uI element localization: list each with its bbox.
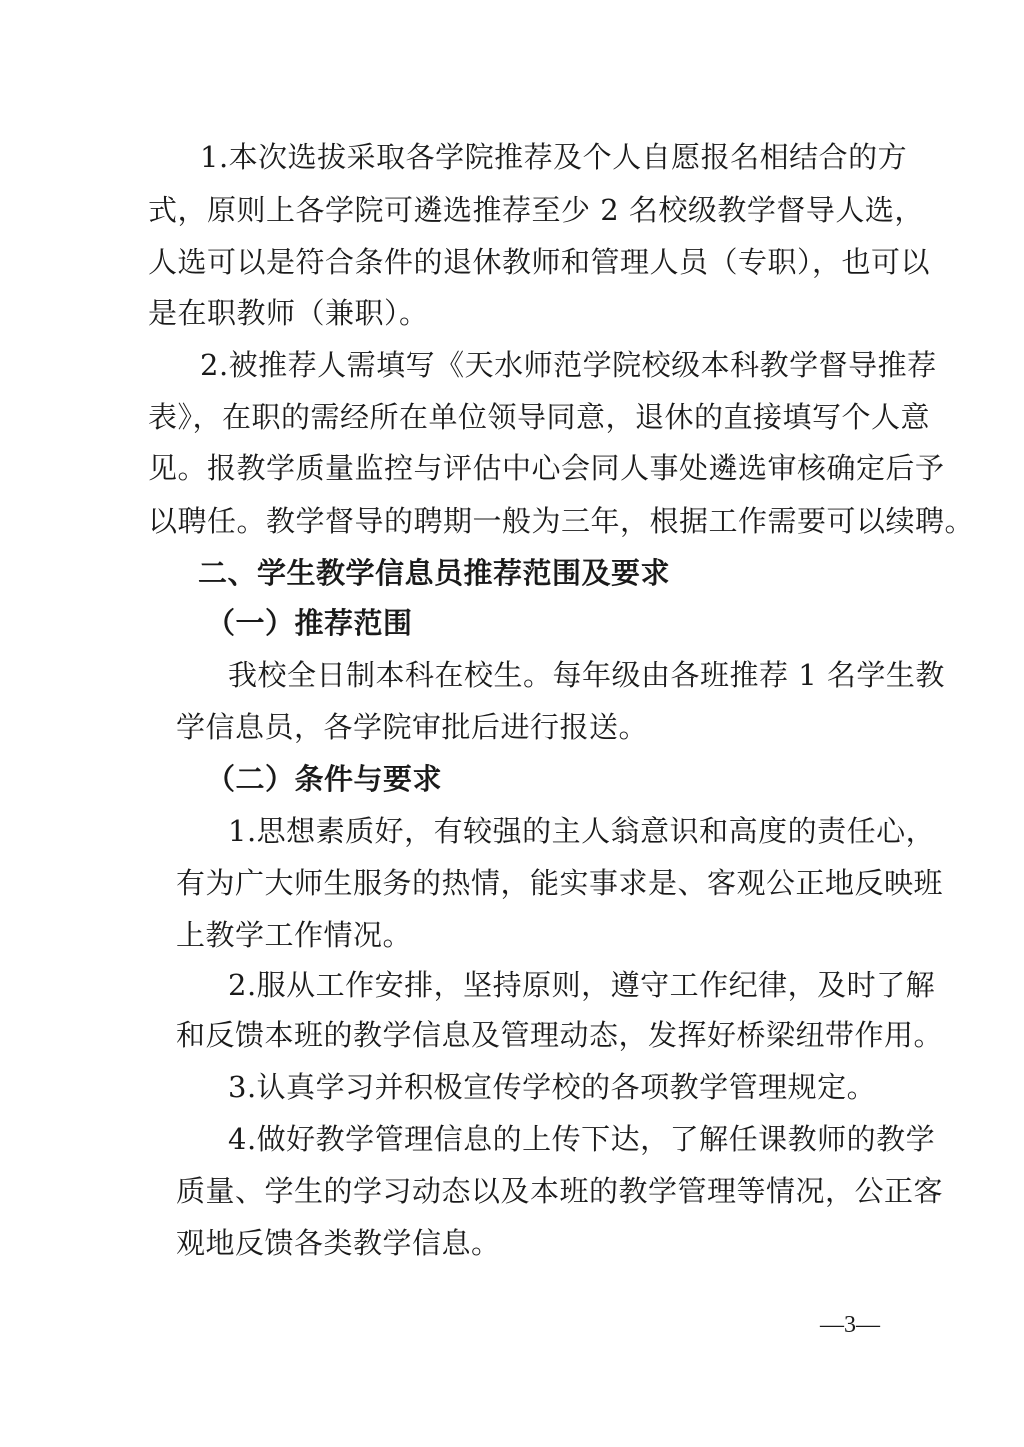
paragraph-line: 和反馈本班的教学信息及管理动态，发挥好桥梁纽带作用。 bbox=[176, 1018, 944, 1052]
page-number: —3— bbox=[820, 1312, 880, 1338]
paragraph-line: 2.服从工作安排，坚持原则，遵守工作纪律，及时了解 bbox=[228, 968, 936, 1002]
paragraph-line: 见。报教学质量监控与评估中心会同人事处遴选审核确定后予 bbox=[148, 451, 945, 485]
subsection-heading: （一）推荐范围 bbox=[206, 606, 413, 640]
paragraph-line: 学信息员，各学院审批后进行报送。 bbox=[176, 710, 649, 744]
paragraph-line: 有为广大师生服务的热情，能实事求是、客观公正地反映班 bbox=[176, 866, 944, 900]
paragraph-line: 观地反馈各类教学信息。 bbox=[176, 1226, 501, 1260]
paragraph-line: 是在职教师（兼职）。 bbox=[148, 296, 429, 330]
paragraph-line: 4.做好教学管理信息的上传下达，了解任课教师的教学 bbox=[228, 1122, 936, 1156]
paragraph-line: 2.被推荐人需填写《天水师范学院校级本科教学督导推荐 bbox=[200, 348, 937, 382]
subsection-heading: （二）条件与要求 bbox=[206, 762, 443, 796]
paragraph-line: 表》，在职的需经所在单位领导同意，退休的直接填写个人意 bbox=[148, 400, 931, 434]
paragraph-line: 1.本次选拔采取各学院推荐及个人自愿报名相结合的方 bbox=[200, 140, 908, 174]
paragraph-line: 上教学工作情况。 bbox=[176, 918, 413, 952]
paragraph-line: 人选可以是符合条件的退休教师和管理人员（专职），也可以 bbox=[148, 245, 931, 279]
paragraph-line: 式，原则上各学院可遴选推荐至少 2 名校级教学督导人选， bbox=[148, 193, 924, 227]
paragraph-line: 质量、学生的学习动态以及本班的教学管理等情况，公正客 bbox=[176, 1174, 944, 1208]
section-heading: 二、学生教学信息员推荐范围及要求 bbox=[198, 556, 671, 590]
paragraph-line: 我校全日制本科在校生。每年级由各班推荐 1 名学生教 bbox=[228, 658, 945, 692]
paragraph-line: 1.思想素质好，有较强的主人翁意识和高度的责任心， bbox=[228, 814, 936, 848]
paragraph-line: 以聘任。教学督导的聘期一般为三年，根据工作需要可以续聘。 bbox=[148, 504, 975, 538]
paragraph-line: 3.认真学习并积极宣传学校的各项教学管理规定。 bbox=[228, 1070, 877, 1104]
